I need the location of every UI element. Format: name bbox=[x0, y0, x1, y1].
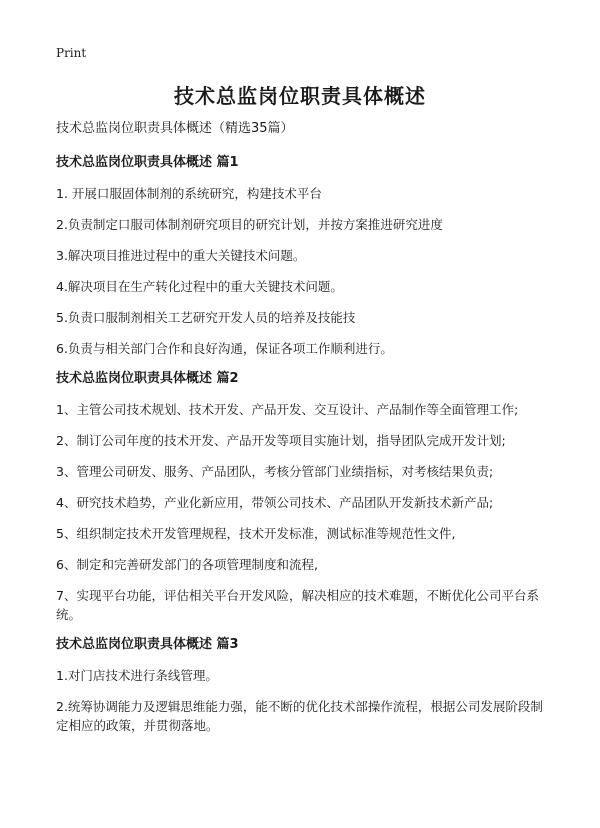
list-item: 1、主管公司技术规划、技术开发、产品开发、交互设计、产品制作等全面管理工作; bbox=[56, 402, 519, 417]
list-item: 2.负责制定口服司体制剂研究项目的研究计划，并按方案推进研究进度 bbox=[56, 217, 443, 232]
section-1 bbox=[56, 154, 546, 358]
section-heading: 技术总监岗位职责具体概述 篇2 bbox=[56, 371, 239, 386]
section-heading: 技术总监岗位职责具体概述 篇3 bbox=[56, 637, 239, 652]
list-item: 4.解决项目在生产转化过程中的重大关键技术问题。 bbox=[56, 279, 343, 294]
list-item: 6.负责与相关部门合作和良好沟通，保证各项工作顺利进行。 bbox=[56, 341, 393, 356]
list-item: 2、制订公司年度的技术开发、产品开发等项目实施计划，指导团队完成开发计划; bbox=[56, 433, 506, 448]
list-item: 3.解决项目推进过程中的重大关键技术问题。 bbox=[56, 248, 306, 263]
list-item: 1.对门店技术进行条线管理。 bbox=[56, 668, 218, 683]
list-item: 3、管理公司研发、服务、产品团队，考核分管部门业绩指标，对考核结果负责; bbox=[56, 464, 494, 479]
section-3 bbox=[56, 636, 546, 735]
section-2 bbox=[56, 370, 546, 624]
list-item: 5、组织制定技术开发管理规程，技术开发标准，测试标准等规范性文件, bbox=[56, 526, 456, 541]
document-subtitle: 技术总监岗位职责具体概述（精选35篇） bbox=[56, 121, 294, 136]
list-item: 4、研究技术趋势，产业化新应用，带领公司技术、产品团队开发新技术新产品; bbox=[56, 495, 494, 510]
print-label: Print bbox=[56, 46, 87, 60]
list-item: 1. 开展口服固体制剂的系统研究，构建技术平台 bbox=[56, 186, 322, 201]
document-body bbox=[56, 120, 546, 747]
list-item: 7、实现平台功能，评估相关平台开发风险，解决相应的技术难题，不断优化公司平台系统。 bbox=[56, 588, 539, 622]
document-title: 技术总监岗位职责具体概述 bbox=[174, 84, 426, 108]
list-item: 2.统筹协调能力及逻辑思维能力强，能不断的优化技术部操作流程，根据公司发展阶段制定相应的政策，并贯彻落地。 bbox=[56, 699, 543, 733]
section-heading: 技术总监岗位职责具体概述 篇1 bbox=[56, 155, 239, 170]
list-item: 6、制定和完善研发部门的各项管理制度和流程, bbox=[56, 557, 318, 572]
list-item: 5.负责口服制剂相关工艺研究开发人员的培养及技能技 bbox=[56, 310, 356, 325]
